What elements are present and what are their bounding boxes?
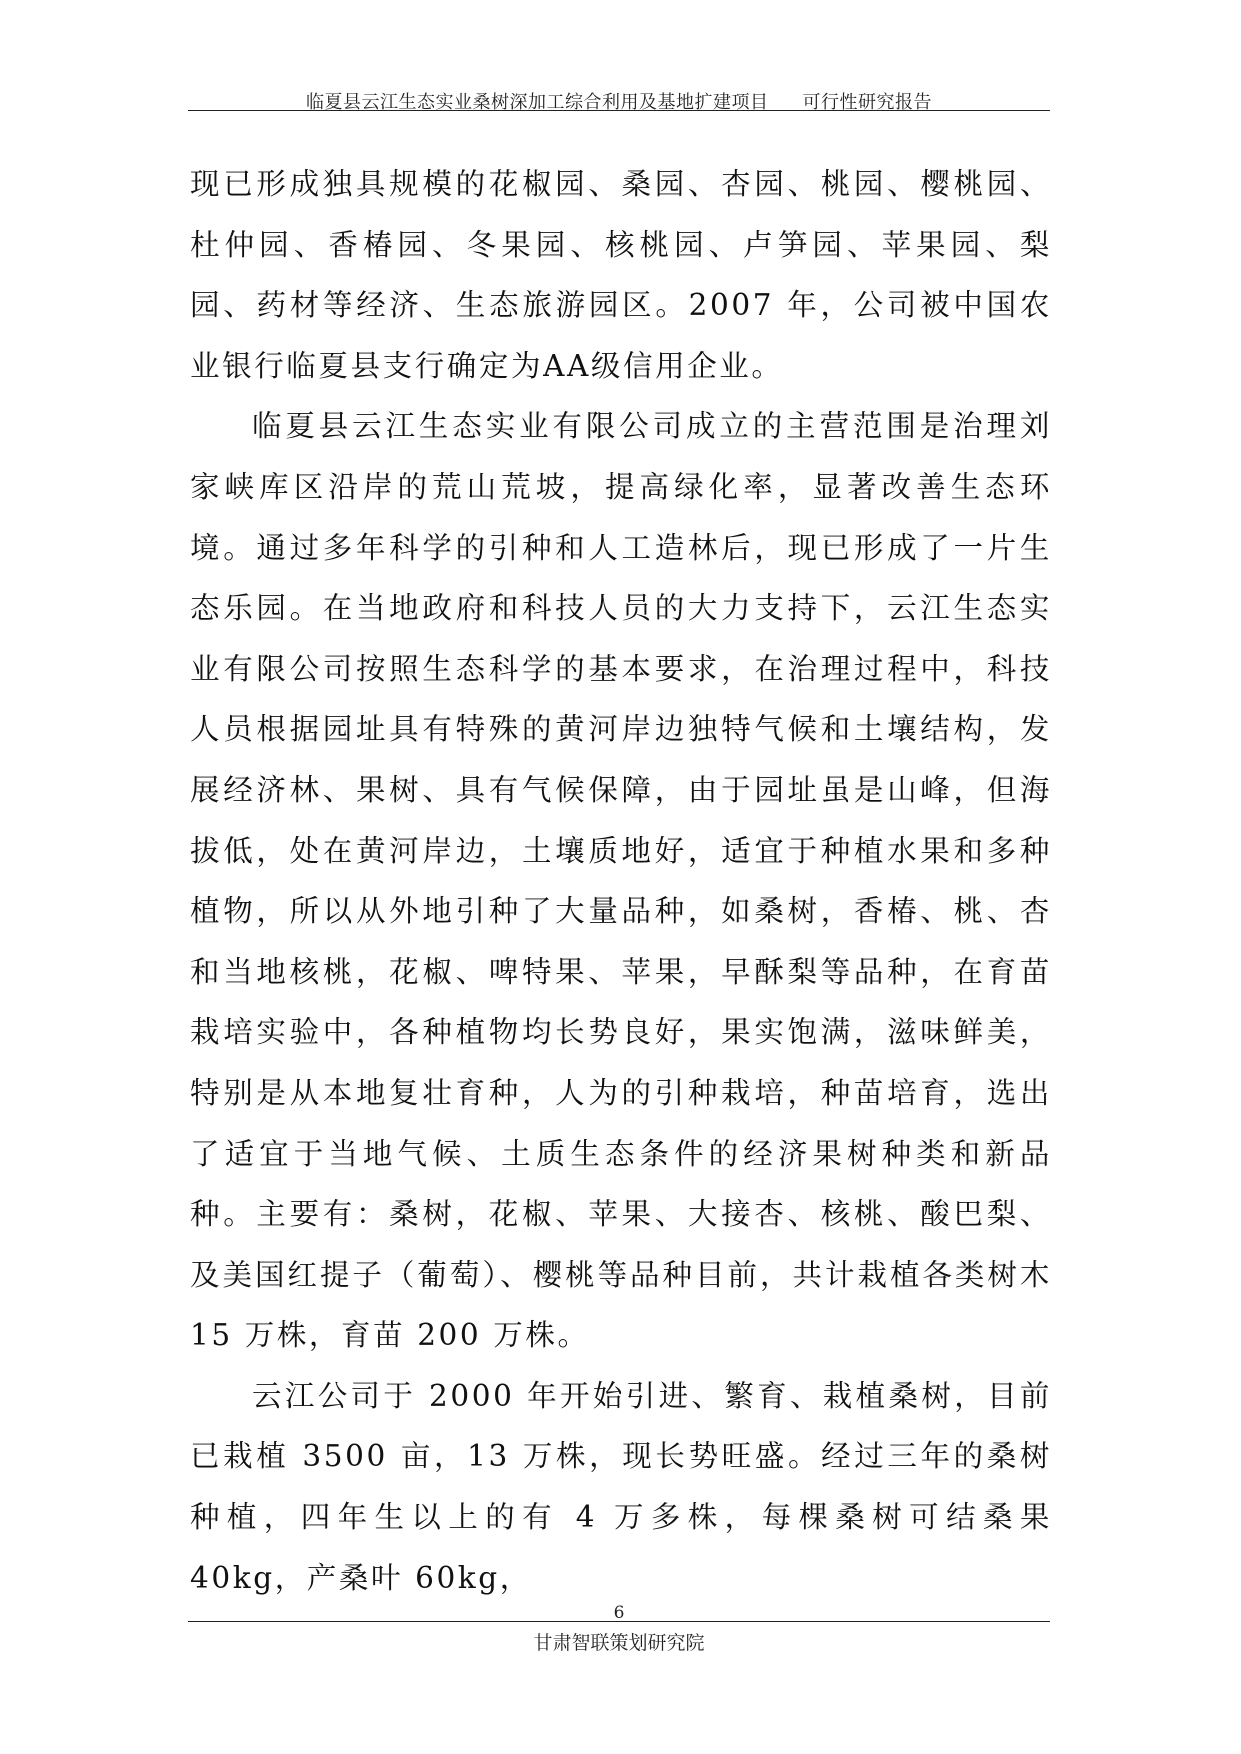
header-report-type: 可行性研究报告 [802,92,932,113]
header-rule [188,110,1050,111]
footer-rule [188,1621,1050,1622]
header-project-title: 临夏县云江生态实业桑树深加工综合利用及基地扩建项目 [306,92,769,113]
paragraph-1: 现已形成独具规模的花椒园、桑园、杏园、桃园、樱桃园、杜仲园、香椿园、冬果园、核桃园、卢笋园、苹果园、梨园、药材等经济、生态旅游园区。2007 年，公司被中国农业银行临夏县支行确定为AA级信用企业。 [190,167,1052,383]
paragraph-2: 临夏县云江生态实业有限公司成立的主营范围是治理刘家峡库区沿岸的荒山荒坡，提高绿化率，显著改善生态环境。通过多年科学的引种和人工造林后，现已形成了一片生态乐园。在当地政府和科技人员的大力支持下，云江生态实业有限公司按照生态科学的基本要求，在治理过程中，科技人员根据园址具有特殊的黄河岸边独特气候和土壤结构，发展经济林、果树、具有气候保障，由于园址虽是山峰，但海拔低，处在黄河岸边，土壤质地好，适宜于种植水果和多种植物，所以从外地引种了大量品种，如桑树，香椿、桃、杏和当地核桃，花椒、啤特果、苹果，早酥梨等品种，在育苗栽培实验中，各种植物均长势良好，果实饱满，滋味鲜美，特别是从本地复壮育种，人为的引种栽培，种苗培育，选出了适宜于当地气候、土质生态条件的经济果树种类和新品种。主要有：桑树，花椒、苹果、大接杏、核桃、酸巴梨、及美国红提子（葡萄）、樱桃等品种目前，共计栽植各类树木 15 万株，育苗 200 万株。 [190,409,1052,1353]
paragraph-3: 云江公司于 2000 年开始引进、繁育、栽植桑树，目前已栽植 3500 亩，13 万株，现长势旺盛。经过三年的桑树种植，四年生以上的有 4 万多株，每棵桑树可结桑果 40kg，产桑叶 60kg， [190,1378,1052,1595]
footer-organization: 甘肃智联策划研究院 [533,1632,705,1654]
document-body [190,154,1052,1608]
page-number: 6 [613,1603,625,1623]
